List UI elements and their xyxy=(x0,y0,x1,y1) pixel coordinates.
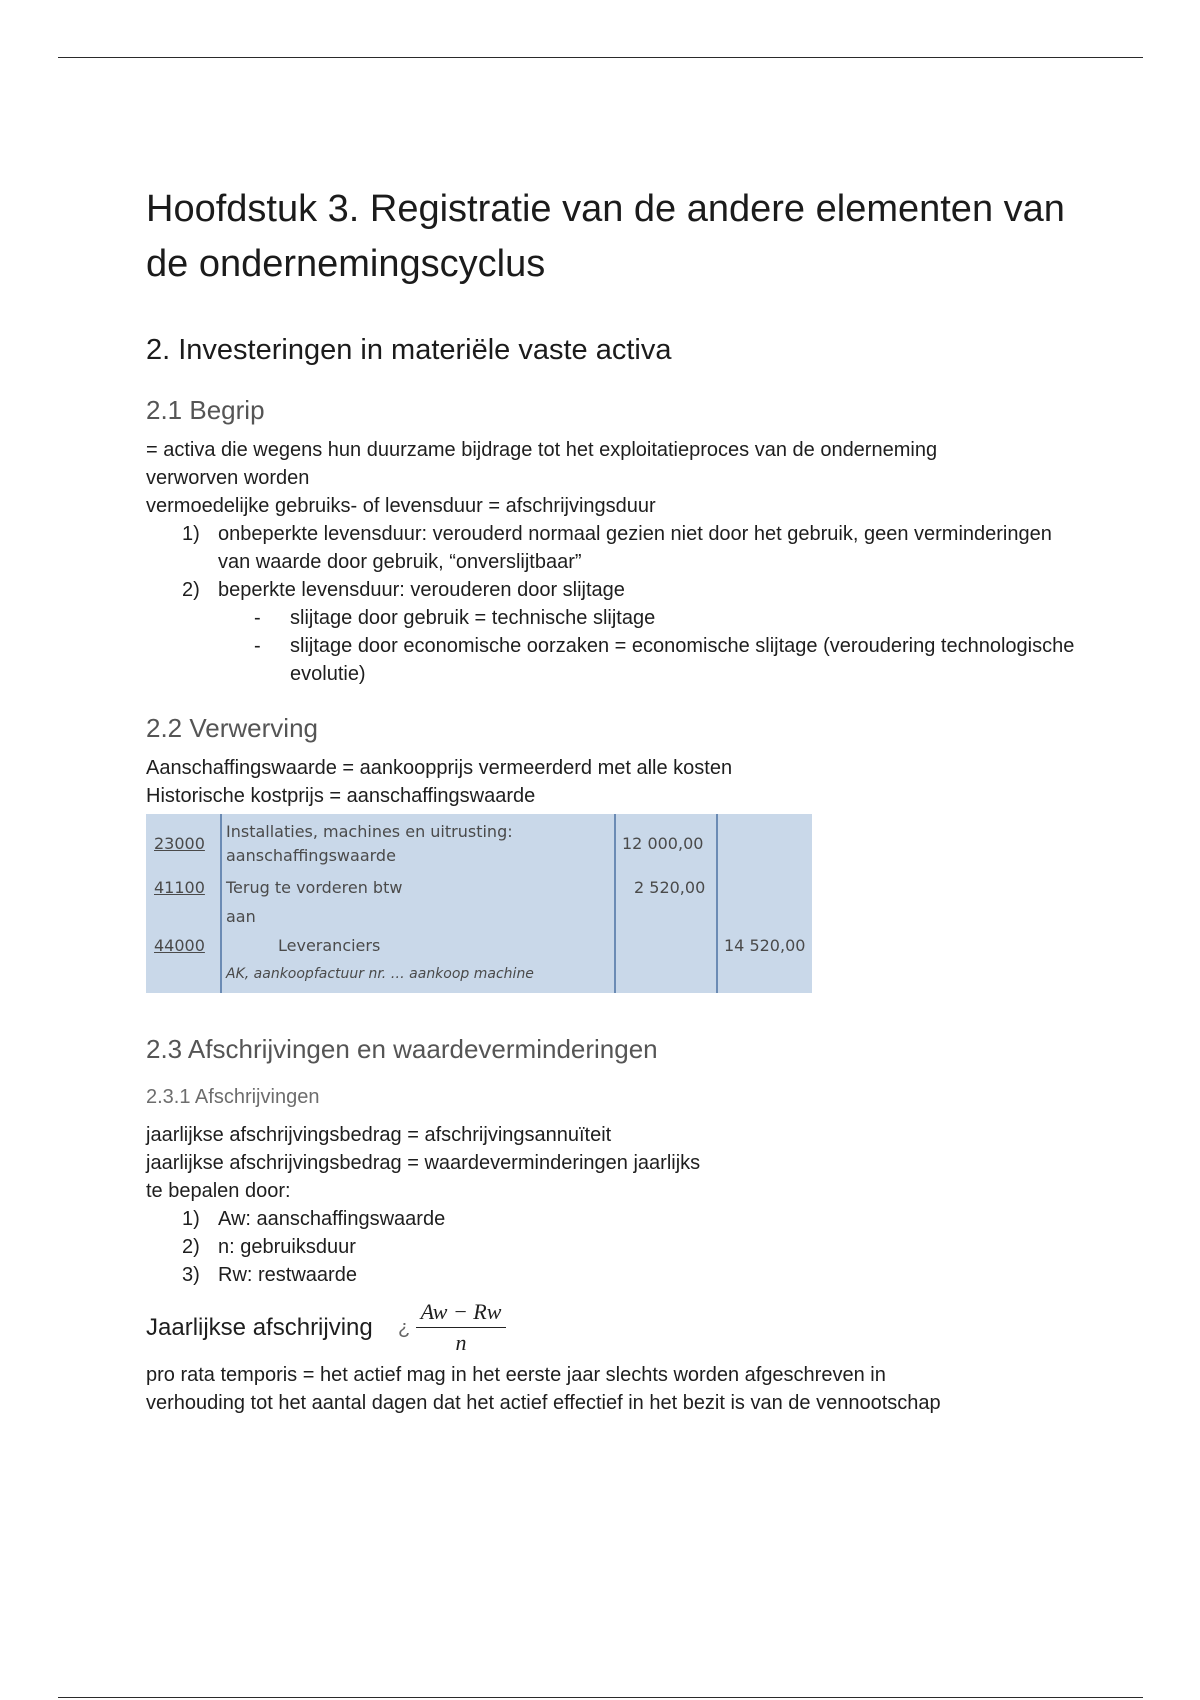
text-line: = activa die wegens hun duurzame bijdrage tot het exploitatieproces van de onderneming xyxy=(146,439,938,461)
list-number: 2) xyxy=(182,1236,200,1258)
list-item-text: beperkte levensduur: verouderen door slijtage xyxy=(218,579,625,601)
account-number: 41100 xyxy=(154,878,205,897)
text-line: te bepalen door: xyxy=(146,1180,291,1202)
document-body xyxy=(146,182,1076,1417)
list-item xyxy=(146,520,1076,576)
account-description: Installaties, machines en uitrusting: xyxy=(226,822,513,841)
account-description: Terug te vorderen btw xyxy=(226,878,403,897)
debit-amount: 12 000,00 xyxy=(622,834,704,853)
numbered-list xyxy=(146,520,1076,688)
text-line: verhouding tot het aantal dagen dat het actief effectief in het bezit is van de vennootschap xyxy=(146,1392,941,1414)
bullet-dash: - xyxy=(254,607,261,629)
subsection-heading-begrip: 2.1 Begrip xyxy=(146,395,265,425)
header-rule xyxy=(58,57,1143,58)
list-item-text: onbeperkte levensduur: verouderd normaal gezien niet door het gebruik, geen verminderingen van waarde door gebruik, “onverslijtbaar” xyxy=(218,523,1052,573)
list-item-text: n: gebruiksduur xyxy=(218,1236,356,1258)
aan-label: aan xyxy=(226,907,256,926)
column-divider xyxy=(614,814,616,993)
formula-symbol: ¿ xyxy=(398,1317,411,1339)
text-line: vermoedelijke gebruiks- of levensduur = afschrijvingsduur xyxy=(146,495,656,517)
text-line: Historische kostprijs = aanschaffingswaarde xyxy=(146,785,536,807)
list-item-text: slijtage door gebruik = technische slijtage xyxy=(290,607,656,629)
numbered-list xyxy=(146,1205,1076,1289)
account-description: aanschaffingswaarde xyxy=(226,846,396,865)
bullet-list xyxy=(218,604,1076,688)
list-item xyxy=(146,576,1076,688)
list-item xyxy=(218,632,1076,688)
account-number: 44000 xyxy=(154,936,205,955)
text-line: jaarlijkse afschrijvingsbedrag = afschrijvingsannuïteit xyxy=(146,1124,612,1146)
journal-note: AK, aankoopfactuur nr. … aankoop machine xyxy=(226,966,534,982)
formula-fraction xyxy=(416,1299,506,1356)
debit-amount: 2 520,00 xyxy=(634,878,706,897)
list-item xyxy=(218,604,1076,632)
list-item-text: Aw: aanschaffingswaarde xyxy=(218,1208,446,1230)
formula-denominator: n xyxy=(455,1330,467,1355)
formula-label: Jaarlijkse afschrijving xyxy=(146,1314,373,1341)
journal-entry-table xyxy=(146,814,812,993)
subsection-heading-afschrijvingen: 2.3 Afschrijvingen en waardeverminderingen xyxy=(146,1034,658,1064)
bullet-dash: - xyxy=(254,635,261,657)
list-item xyxy=(146,1205,1076,1233)
page-title: Hoofdstuk 3. Registratie van de andere elementen van de ondernemingscyclus xyxy=(146,188,1065,285)
footer-rule xyxy=(58,1697,1143,1698)
account-number: 23000 xyxy=(154,834,205,853)
account-description: Leveranciers xyxy=(278,936,381,955)
column-divider xyxy=(220,814,222,993)
credit-amount: 14 520,00 xyxy=(724,936,806,955)
section-heading: 2. Investeringen in materiële vaste activa xyxy=(146,334,672,366)
list-item xyxy=(146,1233,1076,1261)
depreciation-formula xyxy=(146,1299,1076,1357)
text-line: pro rata temporis = het actief mag in het eerste jaar slechts worden afgeschreven in xyxy=(146,1364,886,1386)
list-item xyxy=(146,1261,1076,1289)
formula-numerator: Aw − Rw xyxy=(420,1299,502,1324)
fraction-bar xyxy=(416,1327,506,1328)
column-divider xyxy=(716,814,718,993)
text-line: verworven worden xyxy=(146,467,310,489)
subsubsection-heading: 2.3.1 Afschrijvingen xyxy=(146,1086,320,1108)
list-number: 1) xyxy=(182,1208,200,1230)
subsection-heading-verwerving: 2.2 Verwerving xyxy=(146,713,318,743)
text-line: Aanschaffingswaarde = aankoopprijs vermeerderd met alle kosten xyxy=(146,757,733,779)
list-item-text: Rw: restwaarde xyxy=(218,1264,357,1286)
list-number: 3) xyxy=(182,1264,200,1286)
list-number: 2) xyxy=(182,579,200,601)
list-number: 1) xyxy=(182,523,200,545)
text-line: jaarlijkse afschrijvingsbedrag = waardeverminderingen jaarlijks xyxy=(146,1152,701,1174)
list-item-text: slijtage door economische oorzaken = economische slijtage (veroudering technologische evolutie) xyxy=(290,635,1075,685)
